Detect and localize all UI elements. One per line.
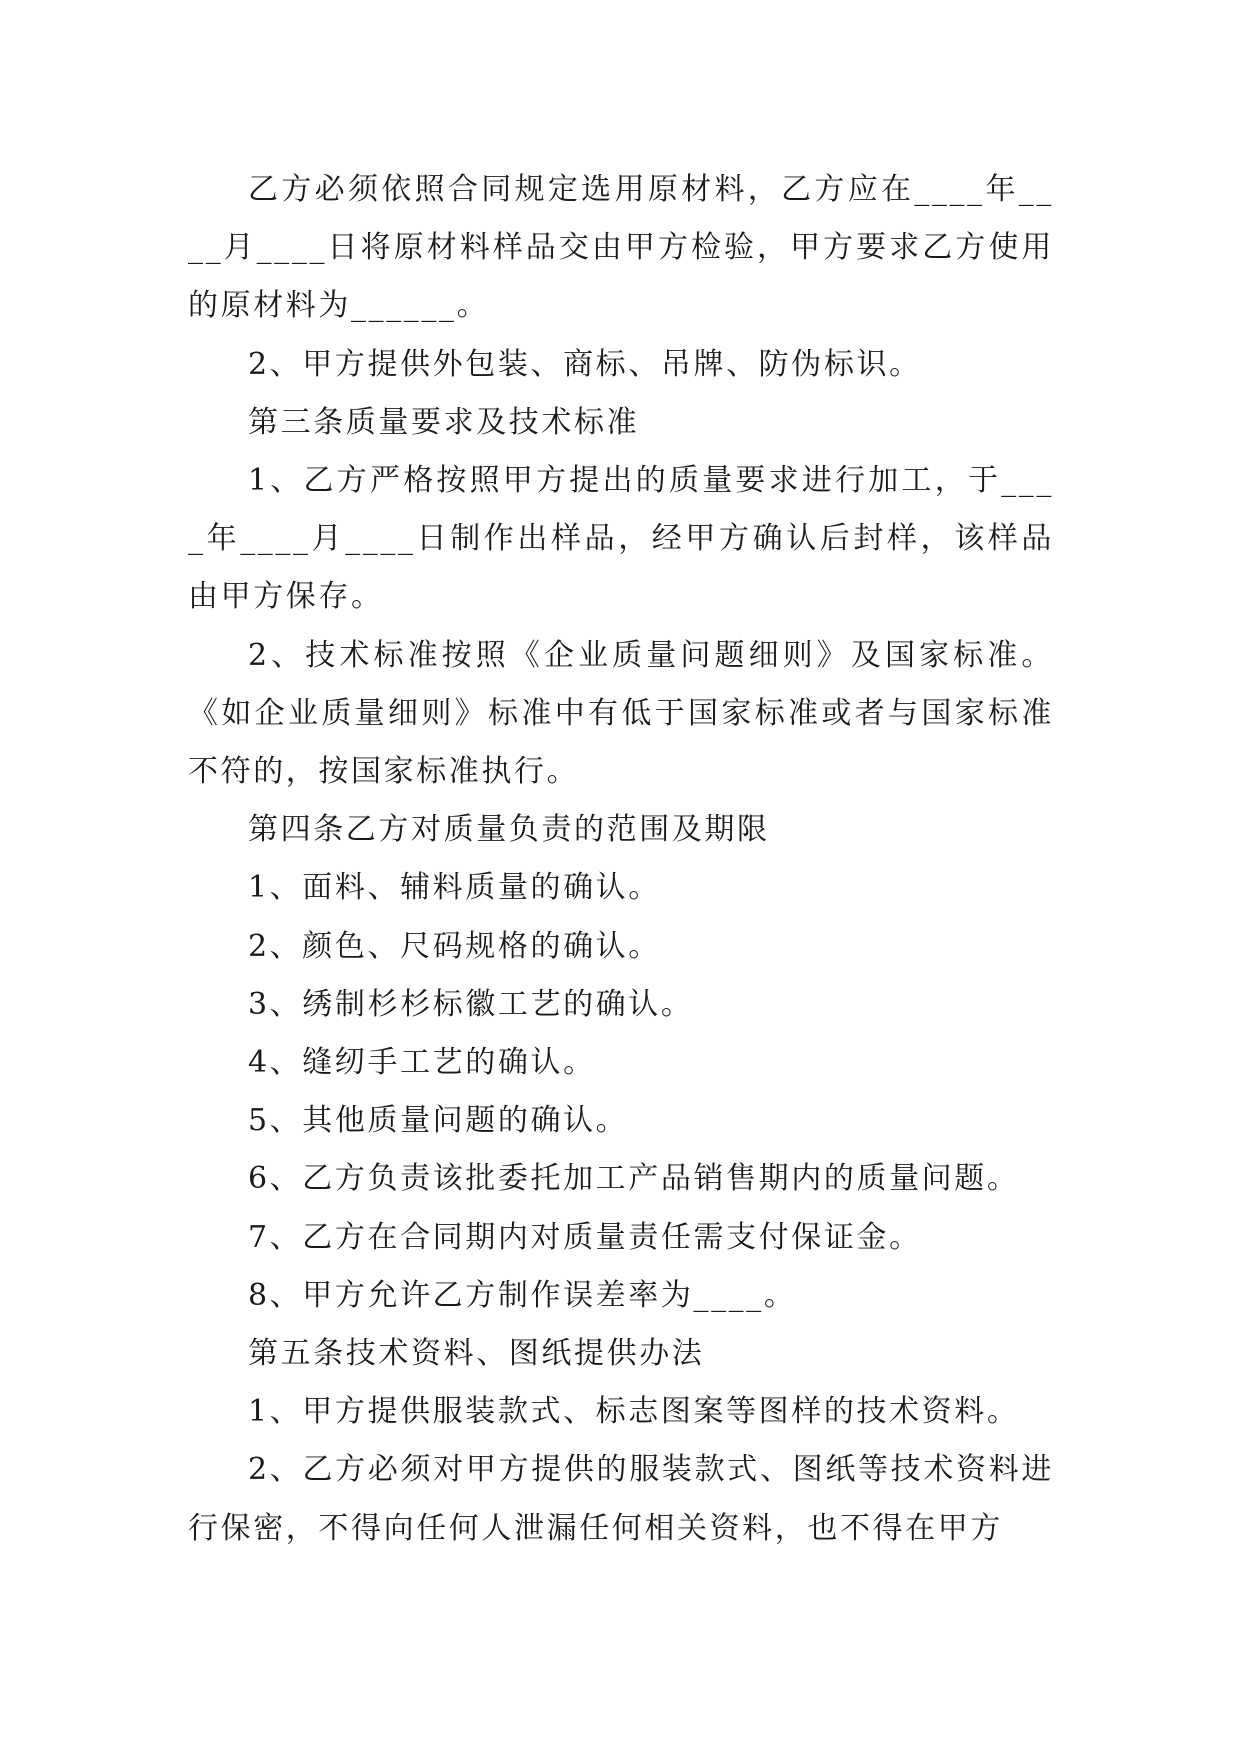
- paragraph-confidentiality: 2、乙方必须对甲方提供的服装款式、图纸等技术资料进行保密，不得向任何人泄漏任何相关资料，也不得在甲方: [188, 1452, 1054, 1546]
- list-item: 3、绣制杉杉标徽工艺的确认。: [248, 986, 694, 1022]
- list-item: 5、其他质量问题的确认。: [248, 1103, 629, 1139]
- paragraph-packaging: 2、甲方提供外包装、商标、吊牌、防伪标识。: [248, 346, 922, 382]
- paragraph-raw-material: 乙方必须依照合同规定选用原材料，乙方应在____年____月____日将原材料样品交由甲方检验，甲方要求乙方使用的原材料为______。: [188, 172, 1054, 324]
- section-heading-article-5: 第五条技术资料、图纸提供办法: [248, 1336, 705, 1372]
- paragraph-technical-standard: 2、技术标准按照《企业质量问题细则》及国家标准。《如企业质量细则》标准中有低于国家标准或者与国家标准不符的，按国家标准执行。: [188, 637, 1054, 790]
- list-item: 7、乙方在合同期内对质量责任需支付保证金。: [248, 1219, 922, 1255]
- section-heading-article-3: 第三条质量要求及技术标准: [248, 404, 640, 440]
- list-item: 2、颜色、尺码规格的确认。: [248, 928, 661, 964]
- list-item: 6、乙方负责该批委托加工产品销售期内的质量问题。: [248, 1161, 1020, 1197]
- document-body: [188, 161, 1054, 1558]
- list-item: 4、缝纫手工艺的确认。: [248, 1045, 596, 1081]
- list-item: 1、面料、辅料质量的确认。: [248, 870, 661, 906]
- section-heading-article-4: 第四条乙方对质量负责的范围及期限: [248, 812, 770, 848]
- paragraph-sample: 1、乙方严格按照甲方提出的质量要求进行加工，于____年____月____日制作出样品，经甲方确认后封样，该样品由甲方保存。: [188, 463, 1054, 615]
- list-item: 8、甲方允许乙方制作误差率为____。: [248, 1277, 797, 1313]
- list-item: 1、甲方提供服装款式、标志图案等图样的技术资料。: [248, 1394, 1020, 1430]
